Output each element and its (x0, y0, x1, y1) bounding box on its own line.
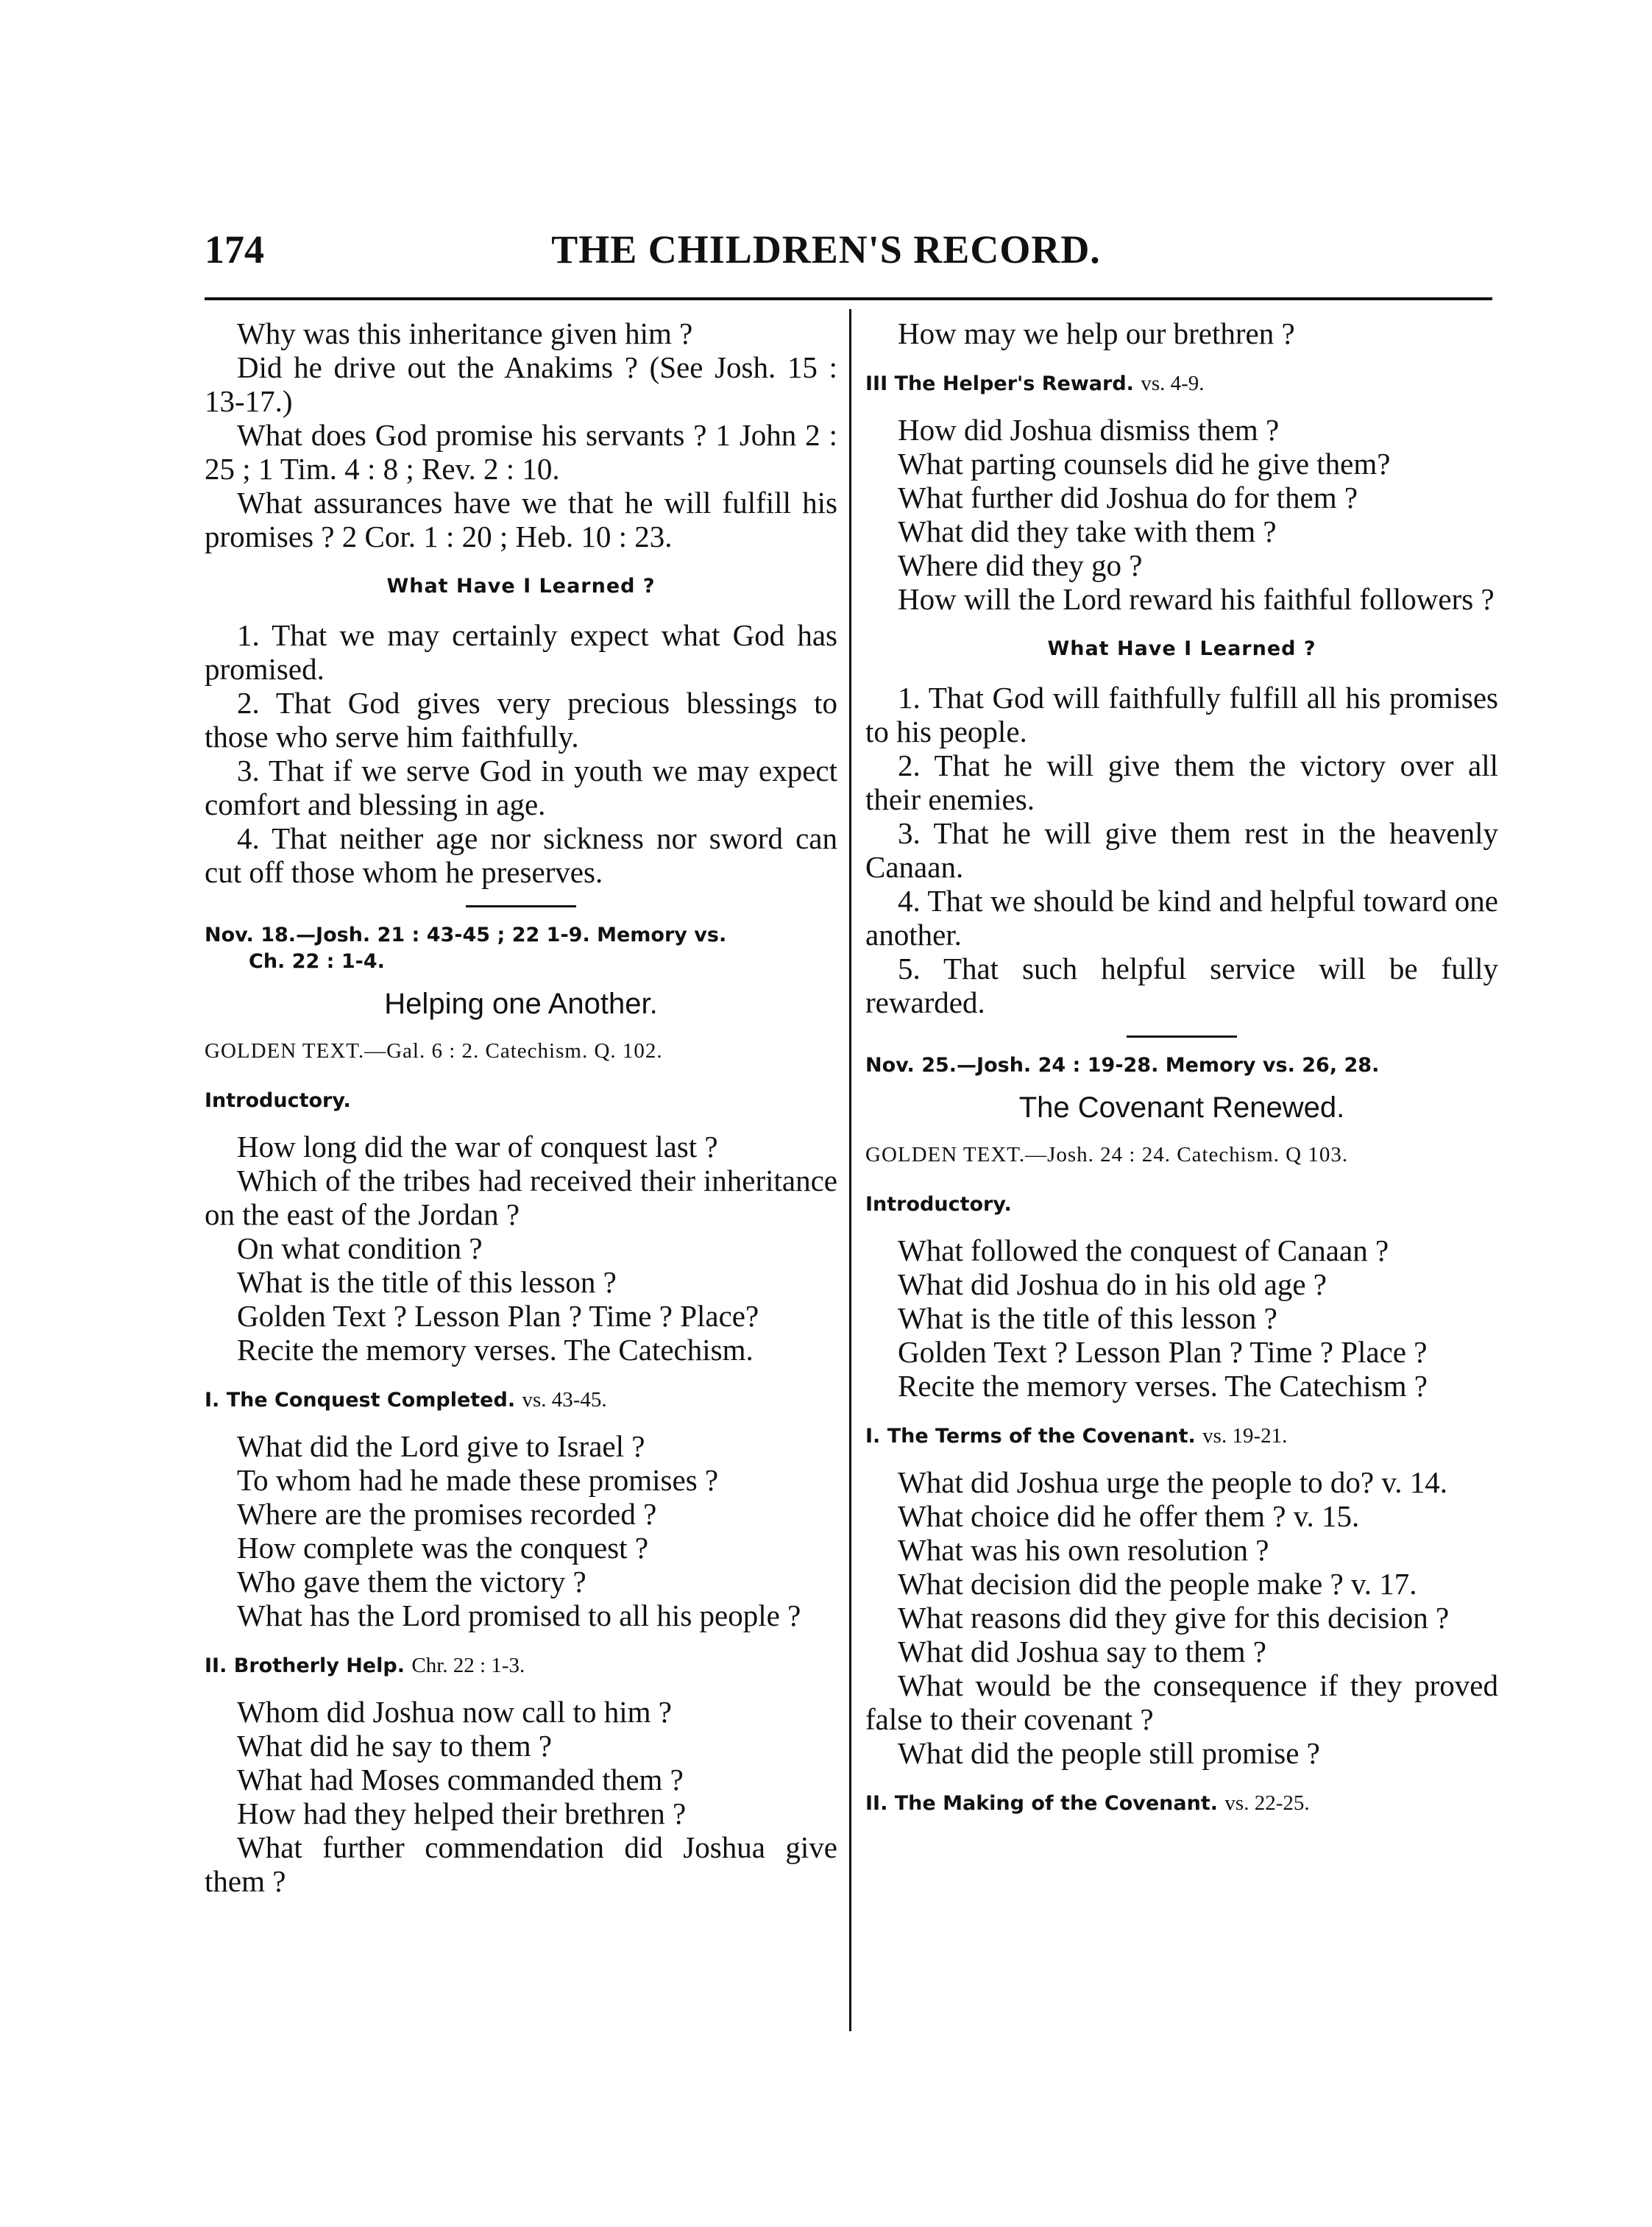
question: What has the Lord promised to all his people ? (237, 1598, 801, 1632)
lesson-reference: Nov. 18.—Josh. 21 : 43-45 ; 22 1-9. Memory vs. (205, 924, 727, 946)
question: What did the Lord give to Israel ? (237, 1429, 645, 1463)
left-column (205, 316, 837, 1898)
question: Where did they go ? (898, 548, 1143, 582)
learned-item: 5. That such helpful service will be fully rewarded. (865, 952, 1498, 1019)
lesson-title: Helping one Another. (384, 988, 658, 1020)
section-title: II. Brotherly Help. (205, 1654, 405, 1677)
learned-item: 4. That neither age nor sickness nor sword can cut off those whom he preserves. (205, 821, 837, 889)
question: How will the Lord reward his faithful followers ? (898, 582, 1495, 616)
learned-heading: What Have I Learned ? (1047, 637, 1316, 660)
question: What had Moses commanded them ? (237, 1763, 684, 1796)
text-line: What does God promise his servants ? 1 John 2 : 25 ; 1 Tim. 4 : 8 ; Rev. 2 : 10. (205, 418, 837, 486)
learned-item: 2. That God gives very precious blessings to those who serve him faithfully. (205, 686, 837, 754)
learned-item: 3. That he will give them rest in the heavenly Canaan. (865, 816, 1498, 884)
question: What further commendation did Joshua give them ? (205, 1830, 837, 1898)
header-rule (205, 297, 1492, 300)
question: Recite the memory verses. The Catechism ? (898, 1369, 1428, 1403)
section-divider (1127, 1035, 1237, 1038)
column-divider (849, 309, 851, 2031)
question: What did Joshua say to them ? (898, 1635, 1267, 1668)
question: What decision did the people make ? v. 17. (898, 1567, 1417, 1601)
question: How long did the war of conquest last ? (237, 1130, 718, 1164)
section-heading (205, 1649, 837, 1683)
section-verses: vs. 4-9. (1141, 372, 1205, 395)
question: Golden Text ? Lesson Plan ? Time ? Place? (237, 1299, 759, 1333)
question: How had they helped their brethren ? (237, 1796, 687, 1830)
question: What did the people still promise ? (898, 1736, 1320, 1770)
question: Recite the memory verses. The Catechism. (237, 1333, 754, 1367)
question: What is the title of this lesson ? (898, 1301, 1277, 1335)
section-verses: Chr. 22 : 1-3. (411, 1654, 525, 1677)
question: Golden Text ? Lesson Plan ? Time ? Place ? (898, 1335, 1428, 1369)
intro-heading: Introductory. (205, 1089, 351, 1112)
question: What would be the consequence if they proved false to their covenant ? (865, 1668, 1498, 1736)
question: What further did Joshua do for them ? (898, 481, 1358, 514)
question: Where are the promises recorded ? (237, 1497, 657, 1531)
learned-item: 3. That if we serve God in youth we may expect comfort and blessing in age. (205, 754, 837, 821)
section-heading (865, 1419, 1498, 1454)
question: How may we help our brethren ? (898, 316, 1295, 350)
question: What followed the conquest of Canaan ? (898, 1233, 1389, 1267)
question: Who gave them the victory ? (237, 1565, 586, 1598)
section-title: III The Helper's Reward. (865, 372, 1134, 395)
section-heading (865, 1786, 1498, 1821)
question: What reasons did they give for this decision ? (898, 1601, 1450, 1635)
question: What did he say to them ? (237, 1729, 553, 1763)
question: To whom had he made these promises ? (237, 1463, 719, 1497)
learned-item: 2. That he will give them the victory over all their enemies. (865, 748, 1498, 816)
intro-heading: Introductory. (865, 1193, 1012, 1216)
text-line: Why was this inheritance given him ? (237, 316, 693, 350)
right-column (865, 316, 1498, 1833)
question: Whom did Joshua now call to him ? (237, 1695, 672, 1729)
section-verses: vs. 22-25. (1224, 1791, 1310, 1815)
golden-text: GOLDEN TEXT.—Josh. 24 : 24. Catechism. Q 103. (865, 1143, 1349, 1166)
lesson-title: The Covenant Renewed. (1018, 1091, 1345, 1124)
section-title: II. The Making of the Covenant. (865, 1792, 1218, 1815)
section-verses: vs. 19-21. (1202, 1424, 1288, 1448)
lesson-reference-cont (205, 949, 837, 975)
question: What did Joshua do in his old age ? (898, 1267, 1327, 1301)
section-heading (865, 367, 1498, 401)
section-heading (205, 1383, 837, 1417)
question: What parting counsels did he give them? (898, 447, 1391, 481)
question: What is the title of this lesson ? (237, 1265, 617, 1299)
lesson-reference: Nov. 25.—Josh. 24 : 19-28. Memory vs. 26, 28. (865, 1054, 1380, 1077)
text-line: What assurances have we that he will fulfill his promises ? 2 Cor. 1 : 20 ; Heb. 10 : 23. (205, 486, 837, 553)
running-head: THE CHILDREN'S RECORD. (551, 227, 1101, 272)
question: What was his own resolution ? (898, 1533, 1269, 1567)
section-verses: vs. 43-45. (522, 1388, 607, 1412)
question: What did Joshua urge the people to do? v. 14. (898, 1465, 1447, 1499)
section-divider (466, 905, 576, 907)
golden-text: GOLDEN TEXT.—Gal. 6 : 2. Catechism. Q. 102. (205, 1039, 663, 1063)
question: What did they take with them ? (898, 514, 1277, 548)
page-number: 174 (205, 227, 264, 272)
lesson-reference-text: Ch. 22 : 1-4. (249, 950, 385, 973)
section-title: I. The Conquest Completed. (205, 1389, 516, 1412)
learned-item: 1. That we may certainly expect what God has promised. (205, 618, 837, 686)
question: Which of the tribes had received their inheritance on the east of the Jordan ? (205, 1164, 837, 1231)
question: How did Joshua dismiss them ? (898, 413, 1280, 447)
section-title: I. The Terms of the Covenant. (865, 1425, 1196, 1448)
text-line: Did he drive out the Anakims ? (See Josh. 15 : 13-17.) (205, 350, 837, 418)
question: On what condition ? (237, 1231, 483, 1265)
learned-heading: What Have I Learned ? (386, 575, 656, 598)
question: How complete was the conquest ? (237, 1531, 649, 1565)
learned-item: 1. That God will faithfully fulfill all his promises to his people. (865, 681, 1498, 748)
question: What choice did he offer them ? v. 15. (898, 1499, 1360, 1533)
learned-item: 4. That we should be kind and helpful toward one another. (865, 884, 1498, 952)
